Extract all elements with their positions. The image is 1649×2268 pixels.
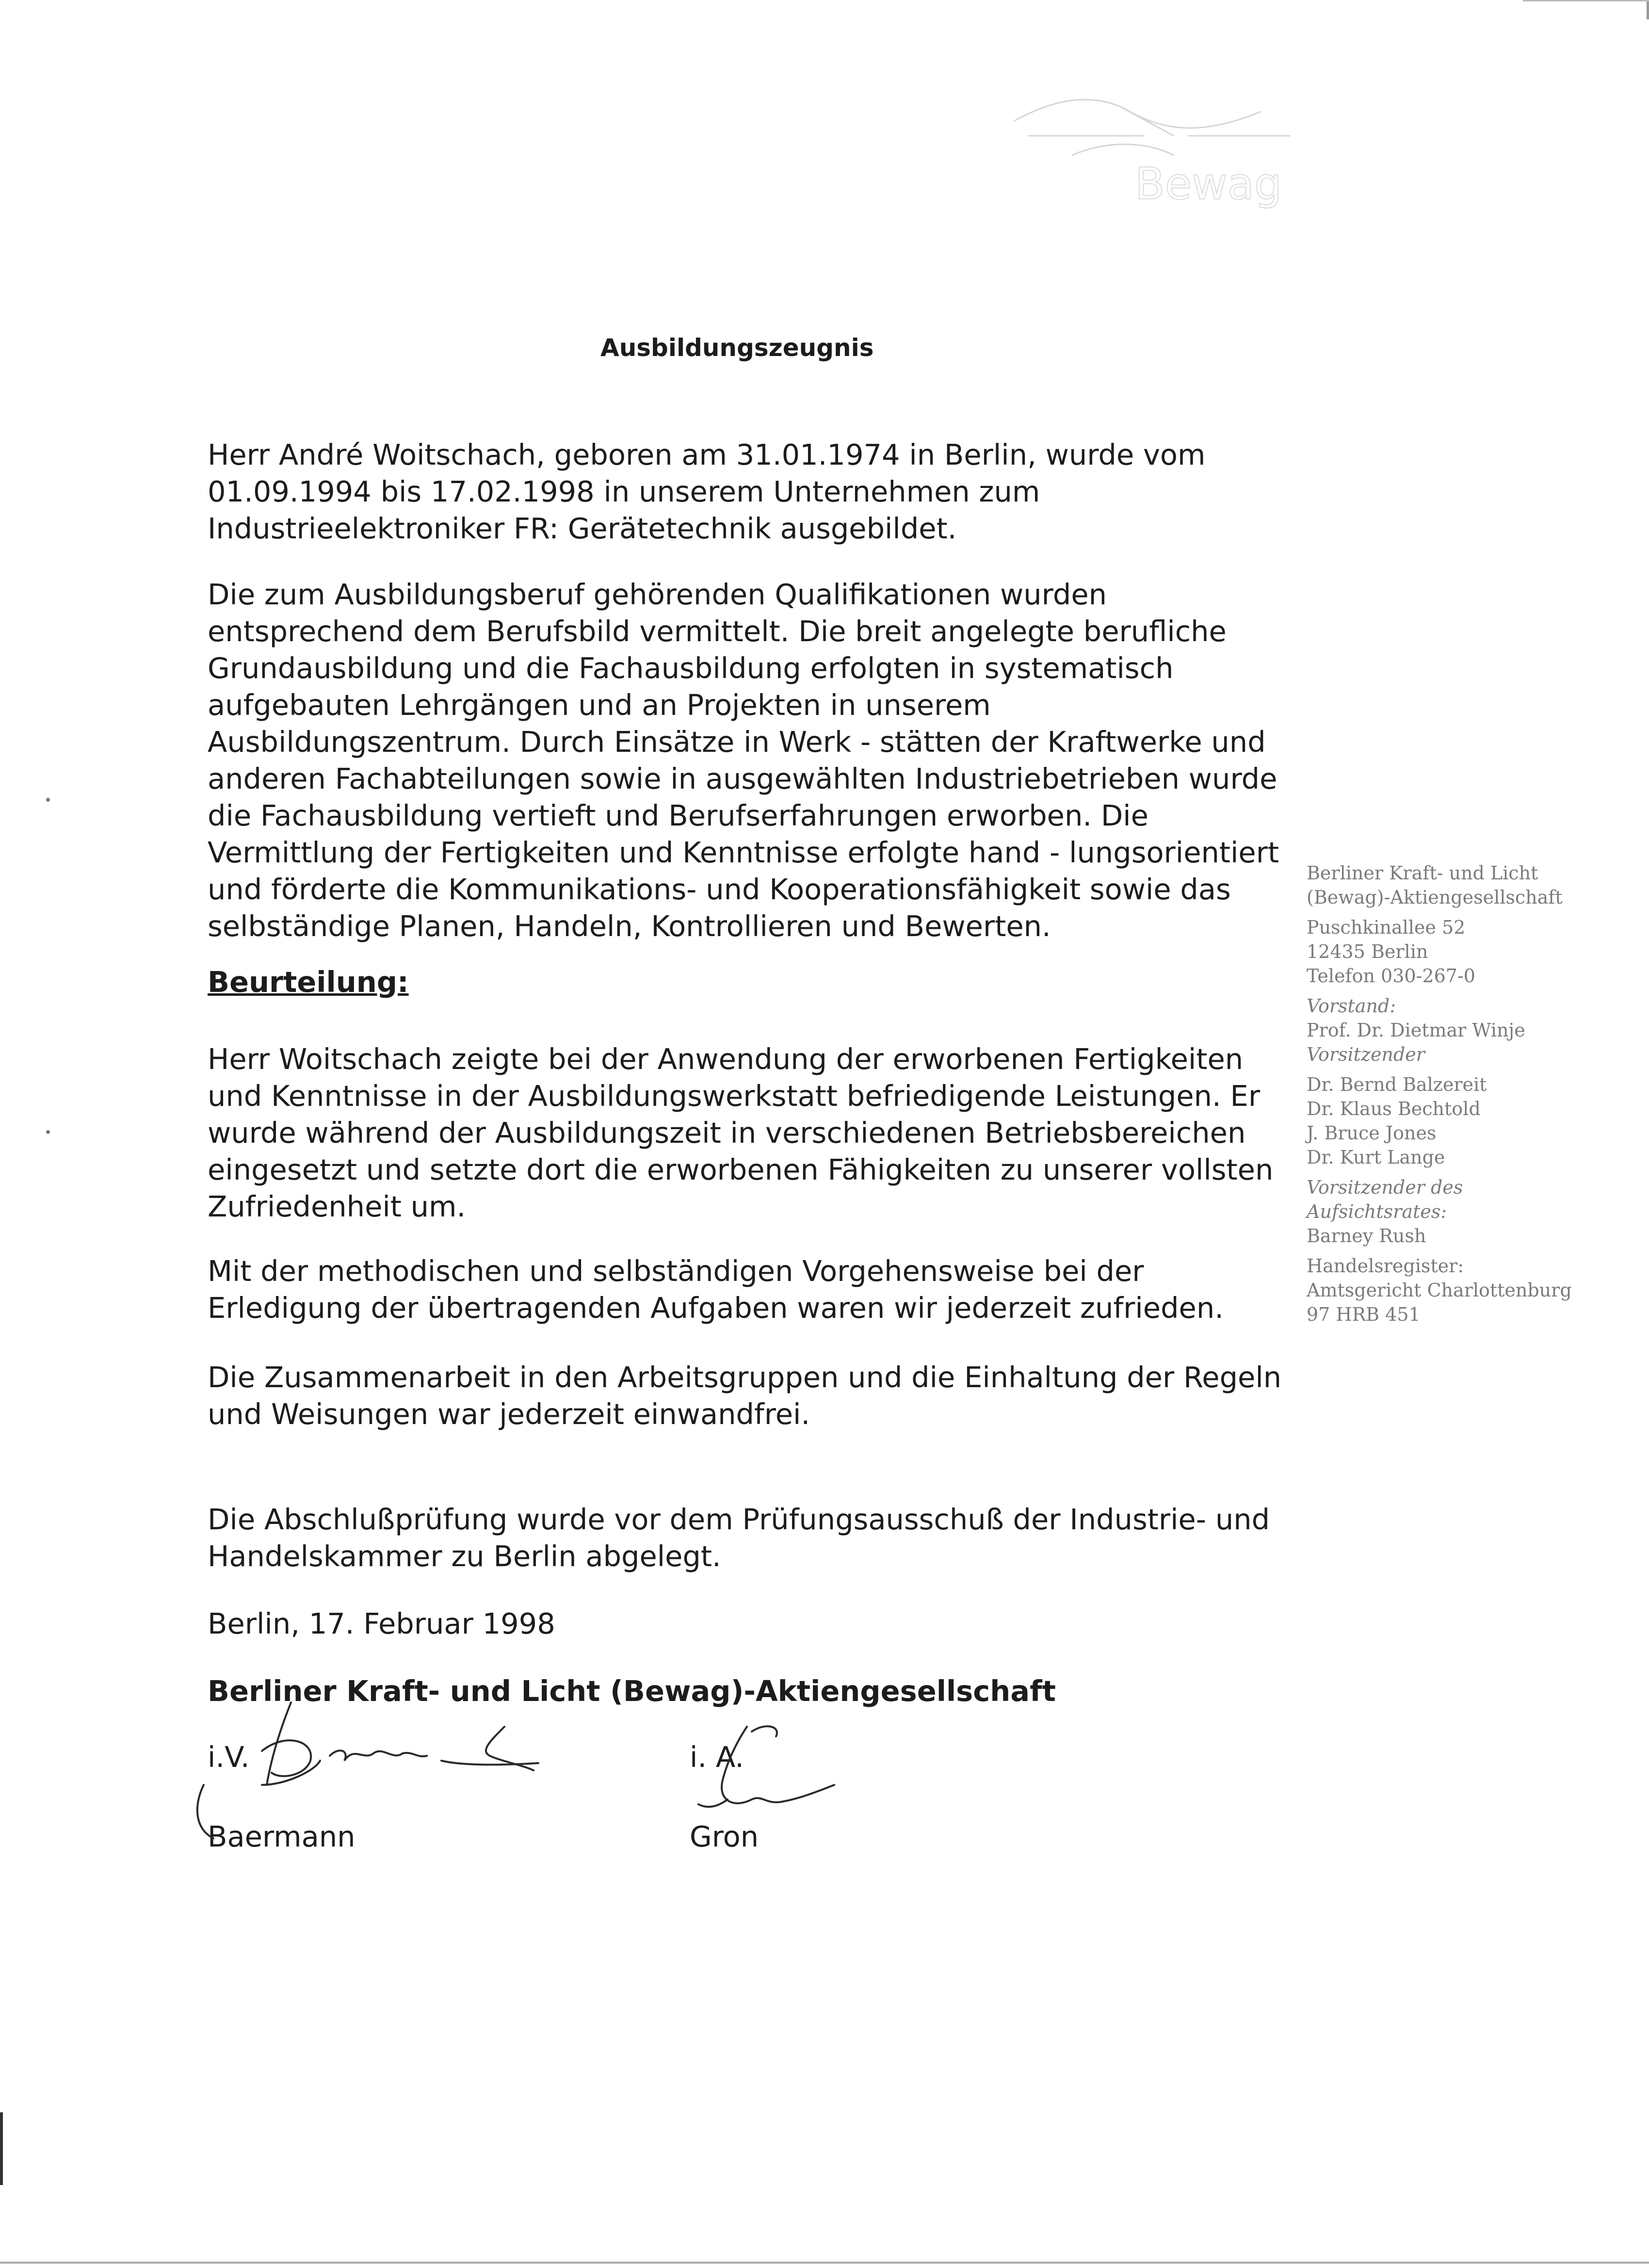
sender-company: Berliner Kraft- und Licht (Bewag)-Aktiengesellschaft <box>208 1674 1056 1708</box>
supervisory-label-1: Vorsitzender des <box>1307 1177 1463 1198</box>
address-block <box>1307 915 1617 988</box>
board-chair-role: Vorsitzender <box>1307 1044 1425 1065</box>
company-name-line-1: Berliner Kraft- und Licht <box>1307 862 1538 884</box>
supervisory-block <box>1307 1175 1617 1248</box>
signature-left-name: Baermann <box>208 1820 356 1853</box>
register-court: Amtsgericht Charlottenburg <box>1307 1280 1572 1301</box>
intro-paragraph: Herr André Woitschach, geboren am 31.01.1974 in Berlin, wurde vom 01.09.1994 bis 17.02.1998 in unserem Unternehmen zum Industrieelektroniker FR: Gerätetechnik ausgebildet. <box>208 438 1206 545</box>
board-member: J. Bruce Jones <box>1307 1122 1437 1144</box>
signature-left-prefix: i.V. <box>208 1740 250 1774</box>
company-name-line-2: (Bewag)-Aktiengesellschaft <box>1307 887 1563 908</box>
board-member: Dr. Kurt Lange <box>1307 1147 1445 1168</box>
supervisory-label-2: Aufsichtsrates: <box>1307 1201 1447 1222</box>
board-label: Vorstand: <box>1307 995 1396 1017</box>
supervisory-chair: Barney Rush <box>1307 1225 1426 1247</box>
board-chair: Prof. Dr. Dietmar Winje <box>1307 1020 1525 1041</box>
board-block <box>1307 994 1617 1067</box>
board-member: Dr. Bernd Balzereit <box>1307 1074 1487 1095</box>
qualifications-paragraph: Die zum Ausbildungsberuf gehörenden Qualifikationen wurden entsprechend dem Berufsbild vermittelt. Die breit angelegte berufliche Grundausbildung und die Fachausbildung erfolgten in systematisch aufgebauten Lehrgängen und an Projekten in unserem Ausbildungszentrum. Durch Einsätze in Werk - stätten der Kraftwerke und anderen Fachabteilungen sowie in ausgewählten Industriebetrieben wurde die Fachausbildung vertieft und Berufserfahrungen erworben. Die Vermittlung der Fertigkeiten und Kenntnisse erfolgte hand - lungsorientiert und förderte die Kommunikations- und Kooperationsfähigkeit sowie das selbständige Planen, Handeln, Kontrollieren und Bewerten. <box>208 578 1279 943</box>
scan-edge-mark <box>0 2112 3 2185</box>
signature-left-handwriting <box>189 1688 558 1872</box>
exam-paragraph: Die Abschlußprüfung wurde vor dem Prüfungsausschuß der Industrie- und Handelskammer zu Berlin abgelegt. <box>208 1503 1270 1573</box>
place-date: Berlin, 17. Februar 1998 <box>208 1607 555 1640</box>
company-name-block <box>1307 861 1617 909</box>
register-number: 97 HRB 451 <box>1307 1304 1421 1325</box>
document-title: Ausbildungszeugnis <box>600 334 874 362</box>
address-street: Puschkinallee 52 <box>1307 917 1466 938</box>
board-member: Dr. Klaus Bechtold <box>1307 1098 1481 1119</box>
company-sidebar <box>1307 861 1617 1332</box>
scan-dot <box>46 1130 50 1134</box>
signature-right-handwriting <box>679 1717 854 1829</box>
logo-text: Bewag <box>1135 159 1282 210</box>
assessment-paragraph-2: Mit der methodischen und selbständigen Vorgehensweise bei der Erledigung der übertragenden Aufgaben waren wir jederzeit zufrieden. <box>208 1254 1224 1325</box>
address-city: 12435 Berlin <box>1307 941 1428 962</box>
bewag-logo <box>999 82 1300 228</box>
scan-dot <box>46 798 50 802</box>
register-block <box>1307 1254 1617 1327</box>
assessment-heading: Beurteilung: <box>208 965 409 999</box>
signature-right-name: Gron <box>690 1820 759 1853</box>
phone-number: Telefon 030-267-0 <box>1307 965 1475 987</box>
assessment-paragraph-3: Die Zusammenarbeit in den Arbeitsgruppen und die Einhaltung der Regeln und Weisungen war jederzeit einwandfrei. <box>208 1361 1282 1431</box>
signature-right-prefix: i. A. <box>690 1740 744 1774</box>
board-members-block <box>1307 1072 1617 1169</box>
assessment-paragraph-1: Herr Woitschach zeigte bei der Anwendung der erworbenen Fertigkeiten und Kenntnisse in der Ausbildungswerkstatt befriedigende Leistungen. Er wurde während der Ausbildungszeit in verschiedenen Betriebsbereichen eingesetzt und setzte dort die erworbenen Fähigkeiten zu unserer vollsten Zufriedenheit um. <box>208 1042 1274 1223</box>
scan-edge-mark <box>0 2262 1649 2264</box>
register-label: Handelsregister: <box>1307 1255 1464 1277</box>
scan-edge-mark <box>1523 0 1649 1</box>
scan-edge-mark <box>1647 0 1649 19</box>
